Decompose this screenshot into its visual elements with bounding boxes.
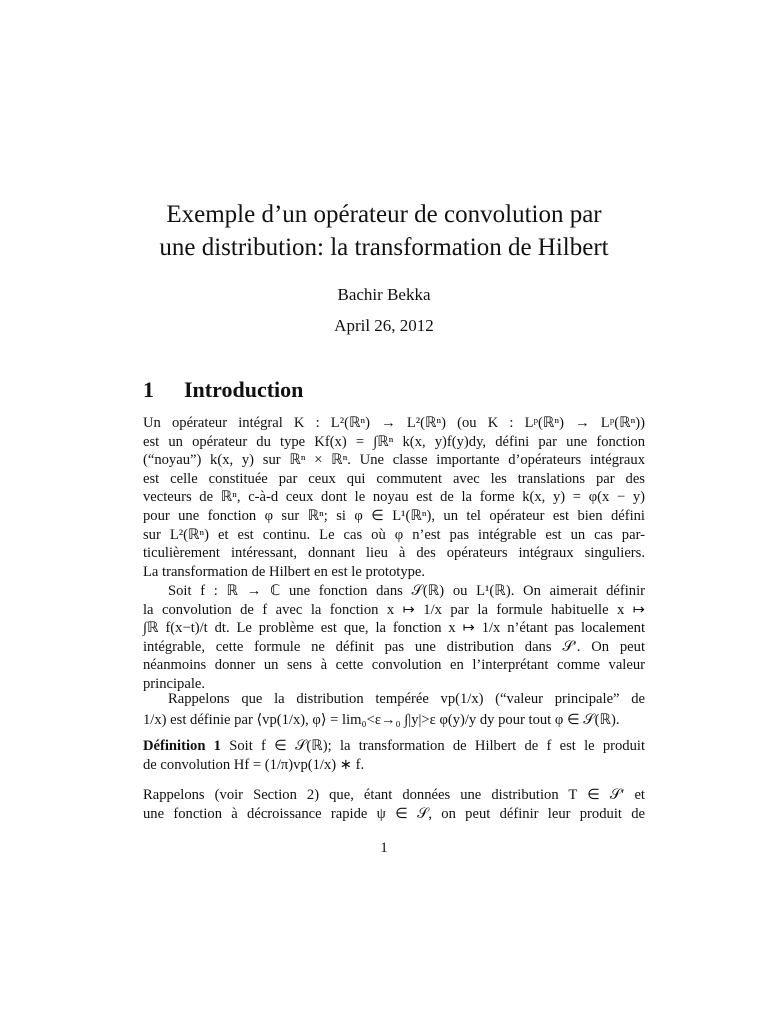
section-title: Introduction (184, 377, 304, 402)
paragraph-line: ∫ℝ f(x−t)/t dt. Le problème est que, la fonction x ↦ 1/x n’étant pas localement (143, 620, 645, 637)
paragraph-line: vecteurs de ℝⁿ, c-à-d ceux dont le noyau est de la forme k(x, y) = φ(x − y) (143, 489, 645, 506)
paragraph-line: ticulièrement intéressant, donnant lieu à des opérateurs intégraux singuliers. (143, 545, 645, 562)
paper-title (100, 198, 668, 264)
paragraph-line: principale. (143, 675, 205, 692)
paragraph-line: pour une fonction φ sur ℝⁿ; si φ ∈ L¹(ℝⁿ), un tel opérateur est bien défini (143, 507, 645, 524)
paragraph-line: (“noyau”) k(x, y) sur ℝⁿ × ℝⁿ. Une classe importante d’opérateurs intégraux (143, 452, 645, 469)
paragraph-line: Rappelons que la distribution tempérée vp(1/x) (“valeur principale” de (168, 691, 645, 707)
paragraph-line: Rappelons (voir Section 2) que, étant données une distribution T ∈ 𝒮′ et (143, 787, 645, 803)
paragraph-line: est un opérateur du type Kf(x) = ∫ℝⁿ k(x, y)f(y)dy, défini par une fonction (143, 433, 645, 450)
section-heading (143, 377, 303, 403)
paragraph-line: néanmoins donner un sens à cette convolution en l’interprétant comme valeur (143, 657, 645, 674)
title-line-2: une distribution: la transformation de Hilbert (159, 234, 609, 261)
section-number: 1 (143, 377, 154, 402)
paragraph-1 (143, 414, 645, 581)
definition-label: Définition 1 (143, 738, 221, 754)
paragraph-line: est celle constituée par ceux qui commutent avec les translations par des (143, 470, 645, 487)
paragraph-line: Un opérateur intégral K : L²(ℝⁿ) → L²(ℝⁿ) (ou K : Lᵖ(ℝⁿ) → Lᵖ(ℝⁿ)) (143, 415, 645, 431)
definition-line (143, 737, 645, 756)
paragraph-2 (143, 582, 645, 694)
paragraph-line: 1/x) est définie par ⟨vp(1/x), φ⟩ = lim₀<ε→₀ ∫|y|>ε φ(y)/y dy pour tout φ ∈ 𝒮(ℝ). (143, 711, 620, 728)
paragraph-4 (143, 786, 645, 823)
date: April 26, 2012 (334, 316, 434, 335)
definition-1 (143, 737, 645, 774)
author: Bachir Bekka (337, 285, 431, 304)
paragraph-line: la convolution de f avec la fonction x ↦ 1/x par la formule habituelle x ↦ (143, 601, 645, 618)
definition-line: de convolution Hf = (1/π)vp(1/x) ∗ f. (143, 756, 365, 773)
paragraph-line: sur L²(ℝⁿ) et est continu. Le cas où φ n’est pas intégrable est un cas par- (143, 526, 645, 543)
paragraph-line: une fonction à décroissance rapide ψ ∈ 𝒮, on peut définir leur produit de (143, 805, 645, 822)
title-line-1: Exemple d’un opérateur de convolution par (166, 201, 602, 228)
paragraph-line: intégrable, cette formule ne définit pas une distribution dans 𝒮′. On peut (143, 638, 645, 655)
paragraph-line: Soit f : ℝ → ℂ une fonction dans 𝒮(ℝ) ou L¹(ℝ). On aimerait définir (168, 583, 645, 599)
definition-text: Soit f ∈ 𝒮(ℝ); la transformation de Hilbert de f est le produit (229, 738, 645, 754)
page-number: 1 (380, 840, 388, 856)
paragraph-3 (143, 690, 645, 729)
paragraph-line: La transformation de Hilbert en est le prototype. (143, 563, 426, 580)
